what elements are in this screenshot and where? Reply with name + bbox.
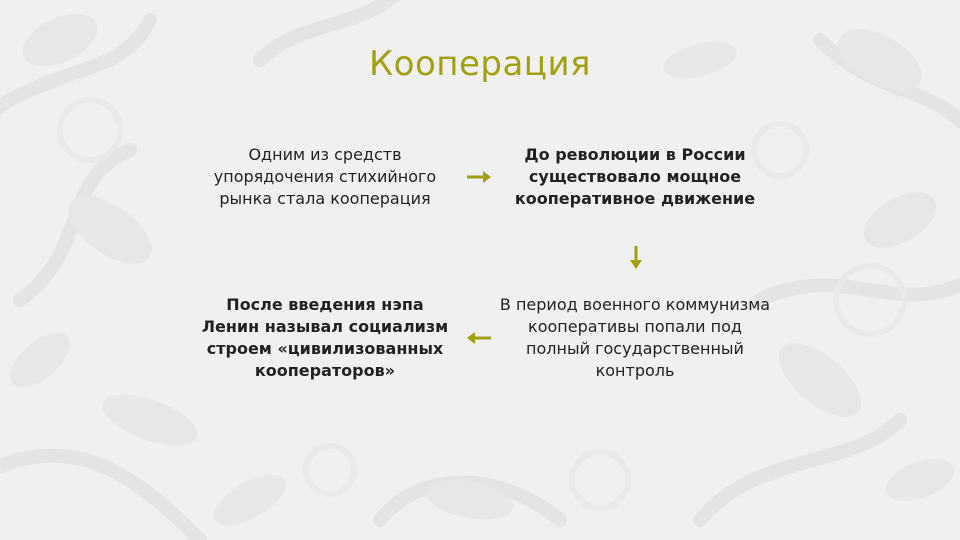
text-block-cooperation-intro: Одним из средств упорядочения стихийного рынка стала кооперация xyxy=(213,145,437,208)
text-block-pre-revolution: До революции в России существовало мощное кооперативное движение xyxy=(514,145,756,208)
text-block-war-communism: В период военного коммунизма кооперативы попали под полный государственный контроль xyxy=(499,295,771,380)
text-block-nep-lenin: После введения нэпа Ленин называл социализм строем «цивилизованных кооператоров» xyxy=(201,295,449,380)
arrow-left-icon xyxy=(465,329,493,347)
arrow-right-icon xyxy=(465,168,493,186)
arrow-down-icon xyxy=(627,245,645,271)
slide-title: Кооперация xyxy=(369,44,591,84)
